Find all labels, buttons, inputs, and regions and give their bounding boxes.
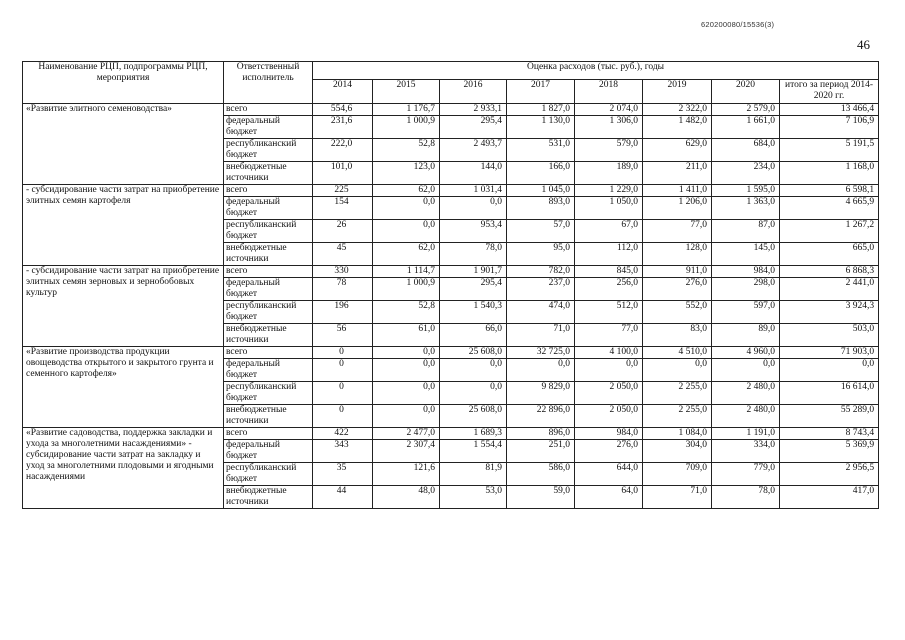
year-value-cell: 896,0 [507, 428, 575, 440]
year-value-cell: 89,0 [712, 324, 780, 347]
year-value-cell: 709,0 [643, 463, 712, 486]
year-value-cell: 1 554,4 [440, 440, 507, 463]
total-value-cell: 2 441,0 [780, 278, 879, 301]
header-year: 2016 [440, 80, 507, 104]
year-value-cell: 298,0 [712, 278, 780, 301]
total-value-cell: 503,0 [780, 324, 879, 347]
year-value-cell: 128,0 [643, 243, 712, 266]
year-value-cell: 2 480,0 [712, 405, 780, 428]
table-body [23, 104, 879, 509]
year-value-cell: 71,0 [507, 324, 575, 347]
header-year: 2018 [575, 80, 643, 104]
funding-source-cell: федеральный бюджет [224, 278, 313, 301]
year-value-cell: 2 480,0 [712, 382, 780, 405]
year-value-cell: 2 255,0 [643, 405, 712, 428]
funding-source-cell: всего [224, 266, 313, 278]
table-row [23, 185, 879, 197]
year-value-cell: 87,0 [712, 220, 780, 243]
year-value-cell: 9 829,0 [507, 382, 575, 405]
year-value-cell: 2 074,0 [575, 104, 643, 116]
year-value-cell: 779,0 [712, 463, 780, 486]
year-value-cell: 0,0 [712, 359, 780, 382]
year-value-cell: 0,0 [440, 197, 507, 220]
year-value-cell: 81,9 [440, 463, 507, 486]
year-value-cell: 554,6 [313, 104, 373, 116]
year-value-cell: 26 [313, 220, 373, 243]
header-cost-title: Оценка расходов (тыс. руб.), годы [313, 62, 879, 80]
year-value-cell: 1 000,9 [373, 278, 440, 301]
expenditure-table [22, 61, 879, 509]
year-value-cell: 256,0 [575, 278, 643, 301]
year-value-cell: 304,0 [643, 440, 712, 463]
year-value-cell: 4 100,0 [575, 347, 643, 359]
total-value-cell: 2 956,5 [780, 463, 879, 486]
year-value-cell: 1 191,0 [712, 428, 780, 440]
year-value-cell: 1 045,0 [507, 185, 575, 197]
total-value-cell: 8 743,4 [780, 428, 879, 440]
year-value-cell: 78,0 [440, 243, 507, 266]
year-value-cell: 0,0 [373, 220, 440, 243]
year-value-cell: 66,0 [440, 324, 507, 347]
year-value-cell: 189,0 [575, 162, 643, 185]
year-value-cell: 953,4 [440, 220, 507, 243]
total-value-cell: 5 369,9 [780, 440, 879, 463]
year-value-cell: 1 661,0 [712, 116, 780, 139]
total-value-cell: 7 106,9 [780, 116, 879, 139]
year-value-cell: 422 [313, 428, 373, 440]
funding-source-cell: республиканский бюджет [224, 301, 313, 324]
year-value-cell: 2 477,0 [373, 428, 440, 440]
year-value-cell: 893,0 [507, 197, 575, 220]
year-value-cell: 62,0 [373, 243, 440, 266]
header-name-column: Наименование РЦП, подпрограммы РЦП, мероприятия [23, 62, 224, 104]
year-value-cell: 211,0 [643, 162, 712, 185]
year-value-cell: 531,0 [507, 139, 575, 162]
total-value-cell: 6 598,1 [780, 185, 879, 197]
funding-source-cell: внебюджетные источники [224, 162, 313, 185]
funding-source-cell: всего [224, 428, 313, 440]
table-row [23, 104, 879, 116]
funding-source-cell: федеральный бюджет [224, 440, 313, 463]
year-value-cell: 1 901,7 [440, 266, 507, 278]
year-value-cell: 0,0 [507, 359, 575, 382]
year-value-cell: 52,8 [373, 301, 440, 324]
year-value-cell: 1 306,0 [575, 116, 643, 139]
total-value-cell: 1 168,0 [780, 162, 879, 185]
year-value-cell: 44 [313, 486, 373, 509]
year-value-cell: 1 229,0 [575, 185, 643, 197]
year-value-cell: 112,0 [575, 243, 643, 266]
year-value-cell: 25 608,0 [440, 405, 507, 428]
year-value-cell: 0,0 [373, 359, 440, 382]
header-year: 2017 [507, 80, 575, 104]
year-value-cell: 144,0 [440, 162, 507, 185]
year-value-cell: 52,8 [373, 139, 440, 162]
year-value-cell: 154 [313, 197, 373, 220]
year-value-cell: 1 411,0 [643, 185, 712, 197]
funding-source-cell: федеральный бюджет [224, 116, 313, 139]
year-value-cell: 343 [313, 440, 373, 463]
year-value-cell: 121,6 [373, 463, 440, 486]
header-year: 2015 [373, 80, 440, 104]
table-row [23, 428, 879, 440]
year-value-cell: 911,0 [643, 266, 712, 278]
year-value-cell: 234,0 [712, 162, 780, 185]
program-name-cell: - субсидирование части затрат на приобретение элитных семян зерновых и зернобобовых культур [23, 266, 224, 347]
year-value-cell: 2 579,0 [712, 104, 780, 116]
year-value-cell: 597,0 [712, 301, 780, 324]
year-value-cell: 644,0 [575, 463, 643, 486]
year-value-cell: 0,0 [373, 347, 440, 359]
year-value-cell: 59,0 [507, 486, 575, 509]
year-value-cell: 222,0 [313, 139, 373, 162]
program-name-cell: «Развитие производства продукции овощеводства открытого и закрытого грунта и семенного картофеля» [23, 347, 224, 428]
year-value-cell: 1 540,3 [440, 301, 507, 324]
total-value-cell: 71 903,0 [780, 347, 879, 359]
year-value-cell: 67,0 [575, 220, 643, 243]
program-name-cell: - субсидирование части затрат на приобретение элитных семян картофеля [23, 185, 224, 266]
header-year: 2019 [643, 80, 712, 104]
total-value-cell: 1 267,2 [780, 220, 879, 243]
year-value-cell: 0,0 [373, 197, 440, 220]
year-value-cell: 1 689,3 [440, 428, 507, 440]
year-value-cell: 78 [313, 278, 373, 301]
year-value-cell: 330 [313, 266, 373, 278]
year-value-cell: 95,0 [507, 243, 575, 266]
year-value-cell: 512,0 [575, 301, 643, 324]
total-value-cell: 3 924,3 [780, 301, 879, 324]
year-value-cell: 2 050,0 [575, 382, 643, 405]
year-value-cell: 48,0 [373, 486, 440, 509]
header-year: 2014 [313, 80, 373, 104]
total-value-cell: 5 191,5 [780, 139, 879, 162]
funding-source-cell: внебюджетные источники [224, 486, 313, 509]
year-value-cell: 1 084,0 [643, 428, 712, 440]
year-value-cell: 231,6 [313, 116, 373, 139]
year-value-cell: 35 [313, 463, 373, 486]
year-value-cell: 2 307,4 [373, 440, 440, 463]
total-value-cell: 55 289,0 [780, 405, 879, 428]
year-value-cell: 1 114,7 [373, 266, 440, 278]
funding-source-cell: республиканский бюджет [224, 220, 313, 243]
year-value-cell: 629,0 [643, 139, 712, 162]
year-value-cell: 0,0 [440, 382, 507, 405]
year-value-cell: 1 595,0 [712, 185, 780, 197]
year-value-cell: 0 [313, 405, 373, 428]
year-value-cell: 77,0 [575, 324, 643, 347]
year-value-cell: 64,0 [575, 486, 643, 509]
year-value-cell: 83,0 [643, 324, 712, 347]
funding-source-cell: внебюджетные источники [224, 405, 313, 428]
year-value-cell: 1 000,9 [373, 116, 440, 139]
year-value-cell: 2 050,0 [575, 405, 643, 428]
funding-source-cell: республиканский бюджет [224, 382, 313, 405]
year-value-cell: 782,0 [507, 266, 575, 278]
year-value-cell: 1 050,0 [575, 197, 643, 220]
year-value-cell: 22 896,0 [507, 405, 575, 428]
year-value-cell: 2 933,1 [440, 104, 507, 116]
year-value-cell: 586,0 [507, 463, 575, 486]
year-value-cell: 684,0 [712, 139, 780, 162]
year-value-cell: 845,0 [575, 266, 643, 278]
year-value-cell: 25 608,0 [440, 347, 507, 359]
year-value-cell: 1 363,0 [712, 197, 780, 220]
year-value-cell: 2 255,0 [643, 382, 712, 405]
total-value-cell: 4 665,9 [780, 197, 879, 220]
program-name-cell: «Развитие садоводства, поддержка закладки и ухода за многолетними насаждениями» - субсидирование части затрат на закладку и уход за многолетними плодовыми и ягодными насаждениями [23, 428, 224, 509]
page-number: 46 [857, 37, 870, 52]
year-value-cell: 196 [313, 301, 373, 324]
table-row [23, 347, 879, 359]
year-value-cell: 251,0 [507, 440, 575, 463]
year-value-cell: 0,0 [373, 405, 440, 428]
year-value-cell: 77,0 [643, 220, 712, 243]
year-value-cell: 4 960,0 [712, 347, 780, 359]
year-value-cell: 295,4 [440, 278, 507, 301]
year-value-cell: 1 176,7 [373, 104, 440, 116]
year-value-cell: 53,0 [440, 486, 507, 509]
year-value-cell: 0 [313, 382, 373, 405]
total-value-cell: 665,0 [780, 243, 879, 266]
header-year: 2020 [712, 80, 780, 104]
year-value-cell: 62,0 [373, 185, 440, 197]
year-value-cell: 276,0 [575, 440, 643, 463]
table-header [23, 62, 879, 104]
total-value-cell: 417,0 [780, 486, 879, 509]
document-code: 620200080/15536(3) [701, 20, 775, 29]
header-total-period: итого за период 2014-2020 гг. [780, 80, 879, 104]
program-name-cell: «Развитие элитного семеноводства» [23, 104, 224, 185]
funding-source-cell: внебюджетные источники [224, 324, 313, 347]
header-responsible-column: Ответственный исполнитель [224, 62, 313, 104]
year-value-cell: 2 493,7 [440, 139, 507, 162]
year-value-cell: 0,0 [575, 359, 643, 382]
year-value-cell: 61,0 [373, 324, 440, 347]
year-value-cell: 4 510,0 [643, 347, 712, 359]
year-value-cell: 57,0 [507, 220, 575, 243]
funding-source-cell: всего [224, 347, 313, 359]
year-value-cell: 145,0 [712, 243, 780, 266]
year-value-cell: 123,0 [373, 162, 440, 185]
funding-source-cell: республиканский бюджет [224, 463, 313, 486]
total-value-cell: 6 868,3 [780, 266, 879, 278]
year-value-cell: 0,0 [643, 359, 712, 382]
year-value-cell: 579,0 [575, 139, 643, 162]
table-row [23, 266, 879, 278]
year-value-cell: 334,0 [712, 440, 780, 463]
total-value-cell: 0,0 [780, 359, 879, 382]
year-value-cell: 1 130,0 [507, 116, 575, 139]
year-value-cell: 0,0 [373, 382, 440, 405]
year-value-cell: 1 482,0 [643, 116, 712, 139]
year-value-cell: 45 [313, 243, 373, 266]
year-value-cell: 78,0 [712, 486, 780, 509]
year-value-cell: 0 [313, 347, 373, 359]
year-value-cell: 101,0 [313, 162, 373, 185]
year-value-cell: 237,0 [507, 278, 575, 301]
year-value-cell: 1 206,0 [643, 197, 712, 220]
funding-source-cell: республиканский бюджет [224, 139, 313, 162]
year-value-cell: 984,0 [712, 266, 780, 278]
year-value-cell: 474,0 [507, 301, 575, 324]
total-value-cell: 13 466,4 [780, 104, 879, 116]
total-value-cell: 16 614,0 [780, 382, 879, 405]
funding-source-cell: всего [224, 104, 313, 116]
year-value-cell: 1 827,0 [507, 104, 575, 116]
year-value-cell: 2 322,0 [643, 104, 712, 116]
year-value-cell: 552,0 [643, 301, 712, 324]
year-value-cell: 166,0 [507, 162, 575, 185]
year-value-cell: 0,0 [440, 359, 507, 382]
year-value-cell: 984,0 [575, 428, 643, 440]
funding-source-cell: внебюджетные источники [224, 243, 313, 266]
year-value-cell: 295,4 [440, 116, 507, 139]
funding-source-cell: всего [224, 185, 313, 197]
year-value-cell: 225 [313, 185, 373, 197]
year-value-cell: 32 725,0 [507, 347, 575, 359]
funding-source-cell: федеральный бюджет [224, 197, 313, 220]
year-value-cell: 276,0 [643, 278, 712, 301]
year-value-cell: 1 031,4 [440, 185, 507, 197]
year-value-cell: 0 [313, 359, 373, 382]
funding-source-cell: федеральный бюджет [224, 359, 313, 382]
year-value-cell: 71,0 [643, 486, 712, 509]
year-value-cell: 56 [313, 324, 373, 347]
